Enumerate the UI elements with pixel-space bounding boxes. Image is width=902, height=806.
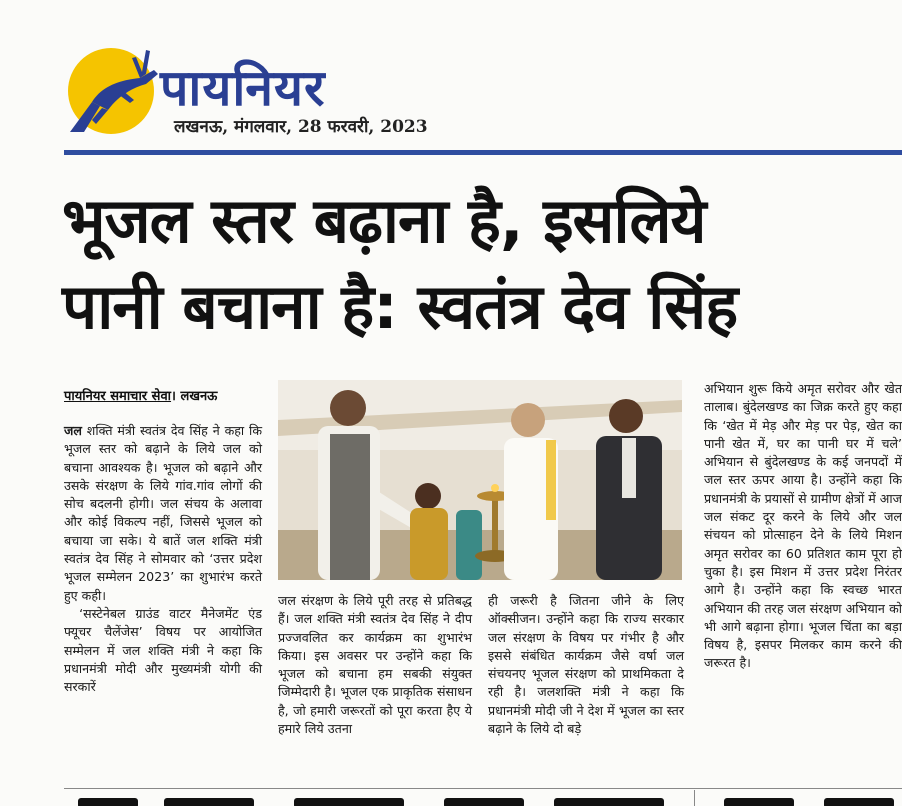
article-paragraph: ही जरूरी है जितना जीने के लिए ऑक्सीजन। उन्होंने कहा कि राज्य सरकार जल संरक्षण के विषय पर गंभीर है और इससे संबंधित कार्यक्रम जैसे वर्षा जल संचयनए भूजल संरक्षण को प्राथमिकता दे रही है। जलशक्ति मंत्री ने कहा कि प्रधानमंत्री मोदी जी ने देश में भूजल का स्तर बढ़ाने के लिये दो बड़े (488, 593, 684, 737)
paragraph-text: शक्ति मंत्री स्वतंत्र देव सिंह ने कहा कि भूजल स्तर को बढ़ाने के लिये जल को बचाना आवश्यक है। भूजल को बढ़ाने और उसके संरक्षण के लिये गांव.गांव लोगों की सोच बदलनी होगी। जल संचय के अलावा और कोई विकल्प नहीं, जिससे भूजल को बचाया जा सके। ये बातें जल शक्ति मंत्री स्वतंत्र देव सिंह ने सोमवार को ‘उत्तर प्रदेश भूजल सम्मेलन 2023’ का शुभारंभ करते हुए कही। (64, 423, 262, 603)
article-paragraph: अभियान शुरू किये अमृत सरोवर और खेत तालाब। बुंदेलखण्ड का जिक्र करते हुए कहा कि ‘खेत में मेड़ और मेड़ पर पेड़, खेत का पानी खेत में, घर का पानी घर में चले’ अभियान से बुंदेलखण्ड के कई जनपदों में जल स्तर ऊपर आया है। उन्होंने कहा कि प्रधानमंत्री के प्रयासों से ग्रामीण क्षेत्रों में आज जल संकट दूर करने के लिये और जल संचयन को प्रोत्साहन देने के लिये मिशन अमृत सरोवर का 60 प्रतिशत काम पूरा हो चुका है। इस मिशन में उत्तर प्रदेश निरंतर आगे है। उन्होंने कहा कि स्वच्छ भारत अभियान की तरह जल संरक्षण अभियान को भी आगे बढ़ाना होगा। भूजल चिंता का बड़ा विषय है, इसपर मिलकर काम करने की जरूरत है। (704, 381, 902, 671)
byline-place: लखनऊ (180, 389, 218, 404)
masthead (0, 0, 902, 150)
byline-separator: । (171, 389, 176, 404)
headline-line-2: पानी बचाना है: स्वतंत्र देव सिंह (62, 270, 738, 343)
article-column-4 (704, 380, 902, 673)
event-photo (278, 380, 682, 580)
article-column-3 (488, 592, 684, 738)
event-photo-lamp-lighting-icon (278, 380, 682, 580)
deer-logo-icon (62, 40, 172, 136)
brand-name: पायनियर (160, 58, 326, 117)
masthead-rule (64, 150, 902, 155)
article-paragraph (64, 422, 262, 605)
lead-word: जल (64, 423, 82, 438)
article-paragraph: जल संरक्षण के लिये पूरी तरह से प्रतिबद्ध हैं। जल शक्ति मंत्री स्वतंत्र देव सिंह ने दीप प्रज्जवलित कर कार्यक्रम का शुभारंभ किया। इस अवसर पर उन्होंने कहा कि भूजल को बचाना हम सबकी संयुक्त जिम्मेदारी है। भूजल एक प्राकृतिक संसाधन है, जो हमारी जरूरतों को पूरा करता हैए ये हमारे लिये उतना (278, 593, 472, 737)
page-divider (64, 788, 902, 789)
next-story-headline-cropped (64, 792, 902, 806)
article-column-2 (278, 592, 472, 738)
byline-source: पायनियर समाचार सेवा (64, 389, 172, 404)
article-column-1 (64, 422, 262, 696)
byline (64, 386, 217, 404)
article-paragraph: ‘सस्टेनेबल ग्राउंड वाटर मैनेजमेंट एंड फ्यूचर चैलेंजेस’ विषय पर आयोजित सम्मेलन में जल शक्ति मंत्री ने कहा कि प्रधानमंत्री मोदी और मुख्यमंत्री योगी की सरकारें (64, 605, 262, 695)
headline (62, 178, 902, 350)
dateline: लखनऊ, मंगलवार, 28 फरवरी, 2023 (174, 117, 428, 137)
headline-line-1: भूजल स्तर बढ़ाना है, इसलिये (62, 184, 706, 257)
